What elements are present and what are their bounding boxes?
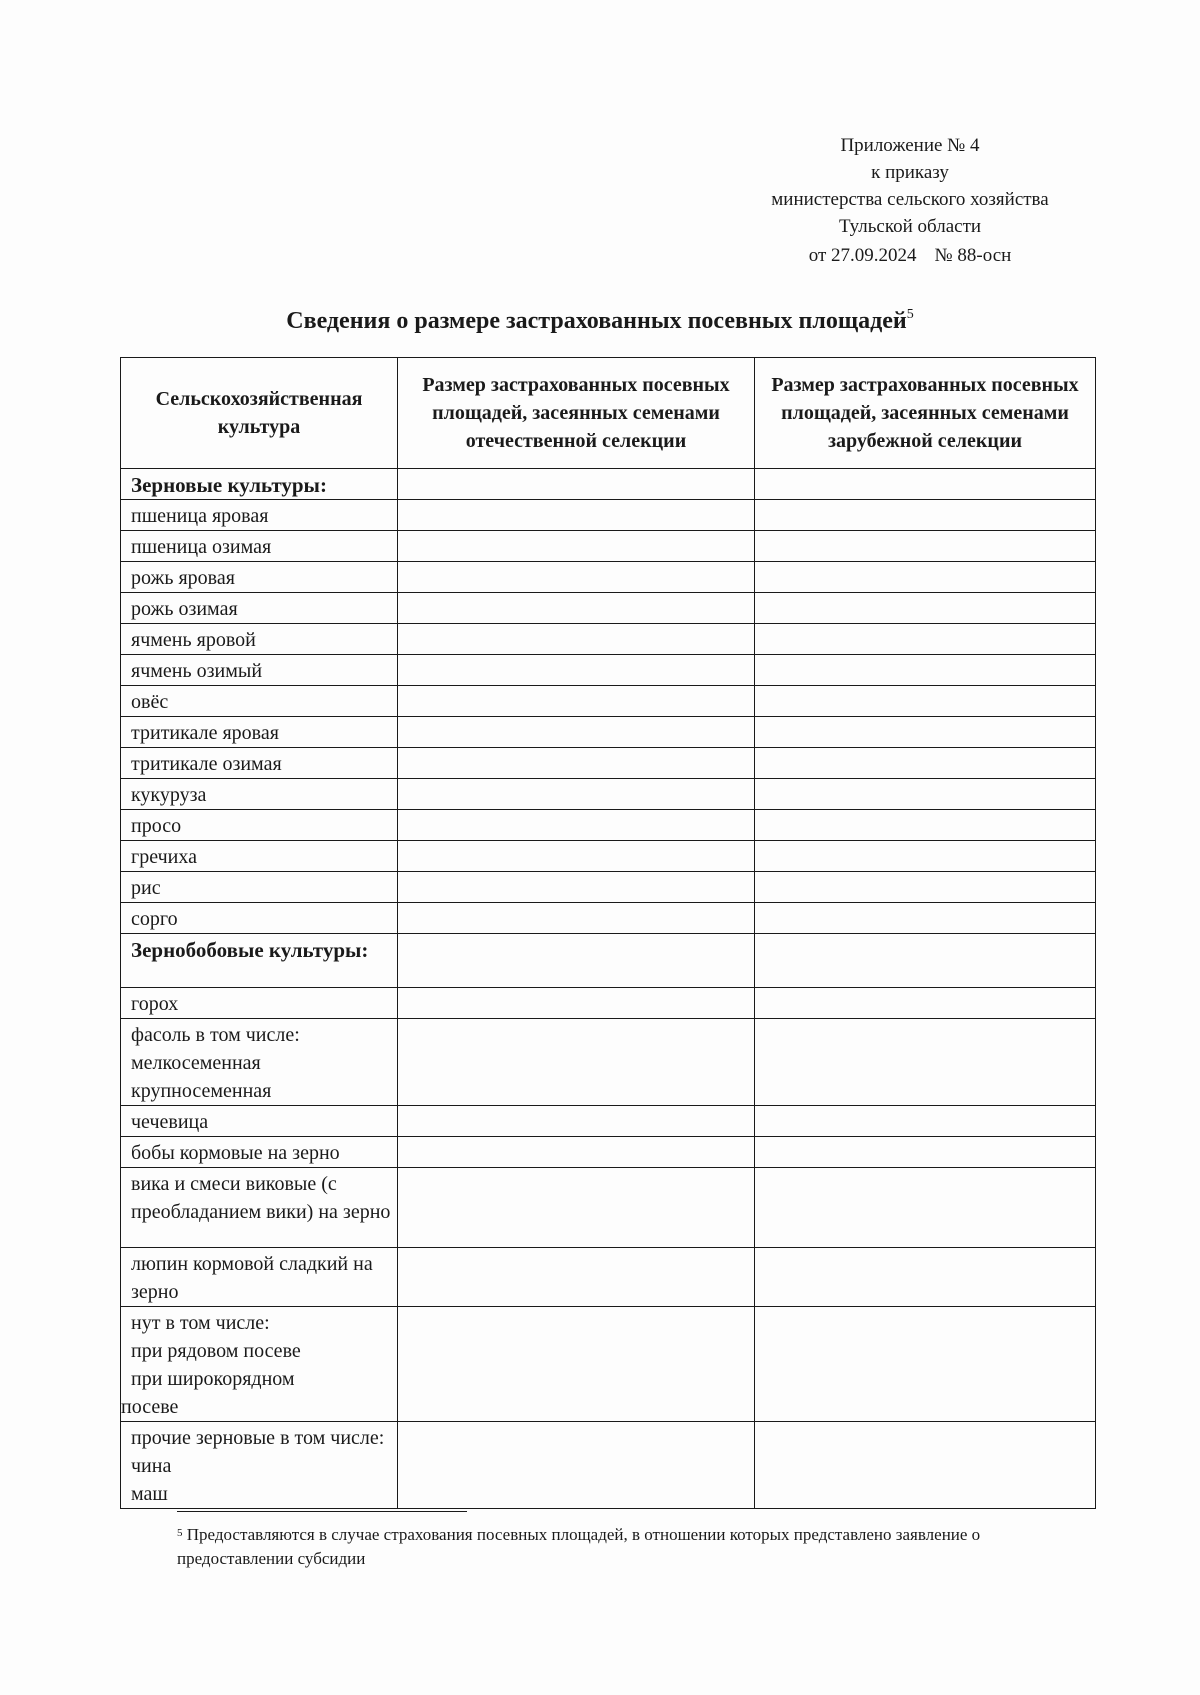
header-crop-text: Сельскохозяйственная культура bbox=[155, 388, 363, 438]
table-row bbox=[121, 779, 1096, 810]
foreign-area-cell[interactable] bbox=[755, 1106, 1096, 1137]
domestic-area-cell[interactable] bbox=[398, 469, 755, 500]
header-domestic bbox=[398, 358, 755, 469]
table-row bbox=[121, 1137, 1096, 1168]
domestic-area-cell[interactable] bbox=[398, 988, 755, 1019]
table-row bbox=[121, 1248, 1096, 1307]
foreign-area-cell[interactable] bbox=[755, 1248, 1096, 1307]
title-footnote-mark: 5 bbox=[906, 307, 914, 322]
appendix-order-ref: к приказу bbox=[871, 162, 949, 183]
table-row bbox=[121, 1019, 1096, 1106]
table-row bbox=[121, 810, 1096, 841]
crop-name-cell bbox=[121, 1248, 398, 1307]
domestic-area-cell[interactable] bbox=[398, 562, 755, 593]
domestic-area-cell[interactable] bbox=[398, 655, 755, 686]
table-row bbox=[121, 686, 1096, 717]
foreign-area-cell[interactable] bbox=[755, 872, 1096, 903]
foreign-area-cell[interactable] bbox=[755, 779, 1096, 810]
order-date: от 27.09.2024 bbox=[808, 245, 917, 266]
crop-name-cell bbox=[121, 717, 398, 748]
foreign-area-cell[interactable] bbox=[755, 624, 1096, 655]
foreign-area-cell[interactable] bbox=[755, 841, 1096, 872]
crop-name-line: прочие зерновые в том числе: чина bbox=[131, 1427, 385, 1477]
table-row bbox=[121, 1307, 1096, 1422]
foreign-area-cell[interactable] bbox=[755, 593, 1096, 624]
foreign-area-cell[interactable] bbox=[755, 469, 1096, 500]
domestic-area-cell[interactable] bbox=[398, 1307, 755, 1422]
crop-name-cell bbox=[121, 593, 398, 624]
table-row bbox=[121, 1106, 1096, 1137]
crop-name-line: рис bbox=[131, 877, 161, 899]
foreign-area-cell[interactable] bbox=[755, 717, 1096, 748]
table-row bbox=[121, 841, 1096, 872]
domestic-area-cell[interactable] bbox=[398, 1106, 755, 1137]
domestic-area-cell[interactable] bbox=[398, 624, 755, 655]
domestic-area-cell[interactable] bbox=[398, 810, 755, 841]
table-row bbox=[121, 872, 1096, 903]
domestic-area-cell[interactable] bbox=[398, 1137, 755, 1168]
crop-name-line: нут в том числе: bbox=[131, 1312, 270, 1334]
crop-name-cell bbox=[121, 1307, 398, 1422]
domestic-area-cell[interactable] bbox=[398, 717, 755, 748]
foreign-area-cell[interactable] bbox=[755, 531, 1096, 562]
footnote-mark: 5 bbox=[177, 1527, 183, 1539]
foreign-area-cell[interactable] bbox=[755, 655, 1096, 686]
table-header-row bbox=[121, 358, 1096, 469]
domestic-area-cell[interactable] bbox=[398, 593, 755, 624]
order-number: № 88-осн bbox=[934, 245, 1012, 266]
header-foreign bbox=[755, 358, 1096, 469]
crop-name-line: пшеница озимая bbox=[131, 536, 272, 558]
header-domestic-text: Размер застрахованных посевных площадей, засеянных семенами отечественной селекции bbox=[422, 374, 730, 452]
crop-name-cell bbox=[121, 1137, 398, 1168]
foreign-area-cell[interactable] bbox=[755, 1137, 1096, 1168]
crop-name-line: мелкосеменная bbox=[131, 1052, 261, 1074]
crop-name-cell bbox=[121, 624, 398, 655]
footnote-separator bbox=[177, 1511, 467, 1512]
crop-name-cell bbox=[121, 686, 398, 717]
domestic-area-cell[interactable] bbox=[398, 500, 755, 531]
table-row bbox=[121, 748, 1096, 779]
crop-name-cell bbox=[121, 748, 398, 779]
crop-name-line: маш bbox=[131, 1483, 168, 1505]
foreign-area-cell[interactable] bbox=[755, 500, 1096, 531]
table-row bbox=[121, 717, 1096, 748]
appendix-order-date-line bbox=[720, 242, 1100, 269]
crop-name-line: фасоль в том числе: bbox=[131, 1024, 300, 1046]
crop-name-line: тритикале яровая bbox=[131, 722, 279, 744]
crop-name-line: тритикале озимая bbox=[131, 753, 282, 775]
domestic-area-cell[interactable] bbox=[398, 903, 755, 934]
footnote-text: Предоставляются в случае страхования посевных площадей, в отношении которых представлено заявление о предоставлении субсидии bbox=[177, 1525, 981, 1568]
crop-name-cell bbox=[121, 1019, 398, 1106]
table-row bbox=[121, 934, 1096, 988]
crop-name-cell bbox=[121, 1168, 398, 1248]
table-row bbox=[121, 655, 1096, 686]
table-row bbox=[121, 1168, 1096, 1248]
crop-name-line: гречиха bbox=[131, 846, 197, 868]
foreign-area-cell[interactable] bbox=[755, 1019, 1096, 1106]
crop-name-line: крупносеменная bbox=[131, 1080, 272, 1102]
table-row bbox=[121, 624, 1096, 655]
foreign-area-cell[interactable] bbox=[755, 934, 1096, 988]
table-row bbox=[121, 1422, 1096, 1509]
crops-table bbox=[120, 357, 1096, 1509]
header-foreign-text: Размер застрахованных посевных площадей, засеянных семенами зарубежной селекции bbox=[771, 374, 1079, 452]
crop-name-line: при рядовом посеве bbox=[131, 1340, 301, 1362]
appendix-ministry: министерства сельского хозяйства bbox=[771, 189, 1049, 210]
crop-name-line: овёс bbox=[131, 691, 169, 713]
domestic-area-cell[interactable] bbox=[398, 1422, 755, 1509]
table-row bbox=[121, 903, 1096, 934]
domestic-area-cell[interactable] bbox=[398, 1248, 755, 1307]
crop-name-cell bbox=[121, 872, 398, 903]
appendix-region: Тульской области bbox=[838, 216, 982, 237]
domestic-area-cell[interactable] bbox=[398, 748, 755, 779]
table-row bbox=[121, 988, 1096, 1019]
category-cell bbox=[121, 934, 398, 988]
crop-name-cell bbox=[121, 810, 398, 841]
foreign-area-cell[interactable] bbox=[755, 1307, 1096, 1422]
footnote bbox=[177, 1523, 1057, 1571]
foreign-area-cell[interactable] bbox=[755, 810, 1096, 841]
appendix-header bbox=[720, 132, 1100, 269]
crop-name-line: рожь озимая bbox=[131, 598, 238, 620]
crop-name-line: посеве bbox=[121, 1396, 179, 1418]
crops-table-body bbox=[121, 469, 1096, 1509]
foreign-area-cell[interactable] bbox=[755, 562, 1096, 593]
crop-name-cell bbox=[121, 903, 398, 934]
table-row bbox=[121, 500, 1096, 531]
crop-name-cell bbox=[121, 1106, 398, 1137]
foreign-area-cell[interactable] bbox=[755, 903, 1096, 934]
foreign-area-cell[interactable] bbox=[755, 988, 1096, 1019]
table-row bbox=[121, 593, 1096, 624]
crop-name-cell bbox=[121, 1422, 398, 1509]
domestic-area-cell[interactable] bbox=[398, 1019, 755, 1106]
foreign-area-cell[interactable] bbox=[755, 686, 1096, 717]
crop-name-line: люпин кормовой сладкий на зерно bbox=[131, 1253, 373, 1303]
domestic-area-cell[interactable] bbox=[398, 686, 755, 717]
category-cell bbox=[121, 469, 398, 500]
domestic-area-cell[interactable] bbox=[398, 1168, 755, 1248]
table-row bbox=[121, 562, 1096, 593]
document-title bbox=[0, 306, 1200, 336]
crop-name-cell bbox=[121, 988, 398, 1019]
crop-name-line: пшеница яровая bbox=[131, 505, 269, 527]
crop-name-line: рожь яровая bbox=[131, 567, 235, 589]
domestic-area-cell[interactable] bbox=[398, 531, 755, 562]
crop-name-line: при широкорядном bbox=[131, 1368, 295, 1390]
crop-name-line: горох bbox=[131, 993, 179, 1015]
table-row bbox=[121, 531, 1096, 562]
crop-name-line: бобы кормовые на зерно bbox=[131, 1142, 340, 1164]
crop-name-line: Зерновые культуры: bbox=[131, 473, 327, 497]
crop-name-cell bbox=[121, 841, 398, 872]
crop-name-cell bbox=[121, 655, 398, 686]
domestic-area-cell[interactable] bbox=[398, 841, 755, 872]
crop-name-line: кукуруза bbox=[131, 784, 207, 806]
document-title-text: Сведения о размере застрахованных посевных площадей bbox=[286, 308, 907, 334]
crop-name-line: чечевица bbox=[131, 1111, 209, 1133]
crop-name-line: просо bbox=[131, 815, 182, 837]
crop-name-line: ячмень озимый bbox=[131, 660, 263, 682]
crop-name-cell bbox=[121, 531, 398, 562]
crop-name-line: Зернобобовые культуры: bbox=[131, 938, 369, 962]
domestic-area-cell[interactable] bbox=[398, 934, 755, 988]
header-crop bbox=[121, 358, 398, 469]
crop-name-cell bbox=[121, 779, 398, 810]
crop-name-line: вика и смеси виковые (с преобладанием вики) на зерно bbox=[131, 1173, 391, 1223]
crop-name-line: сорго bbox=[131, 908, 178, 930]
domestic-area-cell[interactable] bbox=[398, 779, 755, 810]
domestic-area-cell[interactable] bbox=[398, 872, 755, 903]
crop-name-cell bbox=[121, 500, 398, 531]
crop-name-line: ячмень яровой bbox=[131, 629, 256, 651]
foreign-area-cell[interactable] bbox=[755, 1168, 1096, 1248]
foreign-area-cell[interactable] bbox=[755, 748, 1096, 779]
table-row bbox=[121, 469, 1096, 500]
appendix-number: Приложение № 4 bbox=[840, 135, 980, 156]
foreign-area-cell[interactable] bbox=[755, 1422, 1096, 1509]
crop-name-cell bbox=[121, 562, 398, 593]
